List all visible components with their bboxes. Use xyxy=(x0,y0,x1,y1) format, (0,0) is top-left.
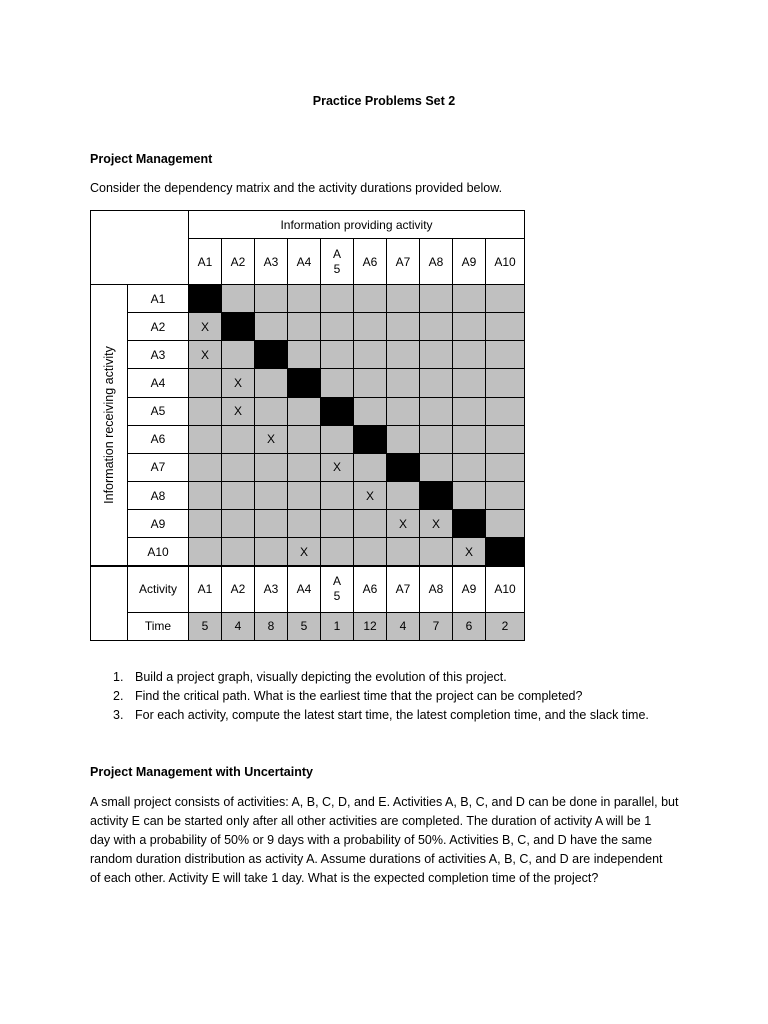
activity-cell: A3 xyxy=(255,566,288,612)
matrix-cell xyxy=(453,341,486,369)
duration-cell: 2 xyxy=(486,612,525,640)
matrix-cell xyxy=(321,313,354,341)
matrix-cell xyxy=(486,369,525,397)
matrix-cell xyxy=(222,481,255,509)
page-title: Practice Problems Set 2 xyxy=(312,94,456,108)
diagonal-cell xyxy=(354,425,387,453)
matrix-cell xyxy=(222,285,255,313)
column-header: A8 xyxy=(420,239,453,285)
matrix-cell xyxy=(420,397,453,425)
duration-cell: 12 xyxy=(354,612,387,640)
matrix-cell xyxy=(354,285,387,313)
matrix-cell xyxy=(255,538,288,566)
section-heading-uncertainty: Project Management with Uncertainty xyxy=(90,765,313,779)
blank-cell xyxy=(91,566,128,612)
row-header: A6 xyxy=(128,425,189,453)
matrix-cell xyxy=(189,369,222,397)
matrix-cell xyxy=(486,341,525,369)
matrix-cell xyxy=(222,538,255,566)
matrix-cell xyxy=(321,538,354,566)
matrix-cell xyxy=(321,510,354,538)
activity-cell: A4 xyxy=(288,566,321,612)
column-header: A1 xyxy=(189,239,222,285)
uncertainty-paragraph: A small project consists of activities: A, B, C, D, and E. Activities A, B, C, and D can be done in parallel, but activity E can be started only after all other activities are completed. The duration of activity A will be 1 day with a probability of 50% or 9 days with a probability of 50%. Activities B, C, and D have the same random duration distribution as activity A. Assume durations of activities A, B, C, and D are independent of each other. Activity E will take 1 day. What is the expected completion time of the project? xyxy=(90,795,679,885)
row-header: A8 xyxy=(128,481,189,509)
duration-cell: 5 xyxy=(288,612,321,640)
dependency-mark: X xyxy=(453,538,486,566)
matrix-cell xyxy=(321,369,354,397)
activity-label: Activity xyxy=(128,566,189,612)
matrix-cell xyxy=(387,313,420,341)
matrix-cell xyxy=(288,481,321,509)
matrix-cell xyxy=(387,425,420,453)
matrix-cell xyxy=(288,397,321,425)
matrix-cell xyxy=(222,341,255,369)
matrix-cell xyxy=(255,397,288,425)
dependency-mark: X xyxy=(189,341,222,369)
matrix-cell xyxy=(453,285,486,313)
matrix-cell xyxy=(453,425,486,453)
dependency-mark: X xyxy=(387,510,420,538)
activity-cell: A7 xyxy=(387,566,420,612)
row-header: A5 xyxy=(128,397,189,425)
matrix-cell xyxy=(453,453,486,481)
dependency-mark: X xyxy=(288,538,321,566)
row-group-label: Information receiving activity xyxy=(102,346,116,504)
duration-cell: 6 xyxy=(453,612,486,640)
diagonal-cell xyxy=(453,510,486,538)
section-heading-project-management: Project Management xyxy=(90,152,213,166)
row-header: A2 xyxy=(128,313,189,341)
matrix-cell xyxy=(354,397,387,425)
dependency-mark: X xyxy=(222,369,255,397)
matrix-cell xyxy=(420,425,453,453)
duration-cell: 7 xyxy=(420,612,453,640)
matrix-cell xyxy=(255,313,288,341)
blank-cell xyxy=(91,612,128,640)
column-header: A3 xyxy=(255,239,288,285)
row-header: A4 xyxy=(128,369,189,397)
diagonal-cell xyxy=(321,397,354,425)
activity-cell: A9 xyxy=(453,566,486,612)
matrix-cell xyxy=(189,453,222,481)
dependency-mark: X xyxy=(255,425,288,453)
matrix-cell xyxy=(387,369,420,397)
col-group-label: Information providing activity xyxy=(189,211,525,239)
matrix-cell xyxy=(354,313,387,341)
matrix-cell xyxy=(222,453,255,481)
matrix-cell xyxy=(453,397,486,425)
matrix-cell xyxy=(255,481,288,509)
matrix-cell xyxy=(189,510,222,538)
column-header: A6 xyxy=(354,239,387,285)
column-label-text: A5 xyxy=(332,246,341,276)
column-header: A4 xyxy=(288,239,321,285)
matrix-cell xyxy=(387,481,420,509)
activity-cell: A6 xyxy=(354,566,387,612)
question-item: 3. For each activity, compute the latest start time, the latest completion time, and the slack time. xyxy=(113,708,649,722)
matrix-cell xyxy=(288,453,321,481)
column-header: A10 xyxy=(486,239,525,285)
matrix-cell xyxy=(486,425,525,453)
matrix-cell xyxy=(255,285,288,313)
row-header: A10 xyxy=(128,538,189,566)
diagonal-cell xyxy=(222,313,255,341)
time-label: Time xyxy=(128,612,189,640)
question-item: 2. Find the critical path. What is the earliest time that the project can be completed? xyxy=(113,689,583,703)
matrix-cell xyxy=(354,538,387,566)
matrix-cell xyxy=(420,453,453,481)
column-header: A2 xyxy=(222,239,255,285)
matrix-cell xyxy=(255,510,288,538)
matrix-cell xyxy=(354,453,387,481)
matrix-cell xyxy=(387,538,420,566)
matrix-cell xyxy=(189,397,222,425)
matrix-cell xyxy=(453,481,486,509)
column-header: A7 xyxy=(387,239,420,285)
row-header: A1 xyxy=(128,285,189,313)
row-group-label-wrap xyxy=(91,285,127,565)
activity-label-text: A5 xyxy=(332,574,341,604)
matrix-cell xyxy=(387,285,420,313)
matrix-cell xyxy=(288,285,321,313)
matrix-cell xyxy=(387,397,420,425)
matrix-cell xyxy=(486,285,525,313)
matrix-cell xyxy=(486,453,525,481)
matrix-cell xyxy=(486,510,525,538)
diagonal-cell xyxy=(189,285,222,313)
dependency-mark: X xyxy=(189,313,222,341)
matrix-cell xyxy=(321,285,354,313)
row-header: A7 xyxy=(128,453,189,481)
matrix-cell xyxy=(255,369,288,397)
column-header: A9 xyxy=(453,239,486,285)
activity-cell xyxy=(321,566,354,612)
row-header: A9 xyxy=(128,510,189,538)
diagonal-cell xyxy=(486,538,525,566)
activity-cell: A1 xyxy=(189,566,222,612)
diagonal-cell xyxy=(387,453,420,481)
diagonal-cell xyxy=(420,481,453,509)
activity-cell: A10 xyxy=(486,566,525,612)
matrix-cell xyxy=(486,313,525,341)
question-list xyxy=(90,668,649,725)
matrix-cell xyxy=(420,313,453,341)
dependency-mark: X xyxy=(354,481,387,509)
row-header: A3 xyxy=(128,341,189,369)
matrix-cell xyxy=(486,397,525,425)
activity-cell: A8 xyxy=(420,566,453,612)
matrix-cell xyxy=(354,341,387,369)
duration-cell: 5 xyxy=(189,612,222,640)
matrix-cell xyxy=(321,425,354,453)
question-item: 1. Build a project graph, visually depicting the evolution of this project. xyxy=(113,670,507,684)
matrix-cell xyxy=(189,538,222,566)
corner-cell xyxy=(91,211,189,285)
activity-cell: A2 xyxy=(222,566,255,612)
matrix-cell xyxy=(387,341,420,369)
diagonal-cell xyxy=(255,341,288,369)
matrix-cell xyxy=(420,285,453,313)
matrix-cell xyxy=(288,510,321,538)
matrix-cell xyxy=(189,481,222,509)
matrix-cell xyxy=(321,481,354,509)
matrix-cell xyxy=(189,425,222,453)
matrix-cell xyxy=(255,453,288,481)
matrix-cell xyxy=(420,538,453,566)
row-group-label-cell xyxy=(91,285,128,567)
matrix-cell xyxy=(420,341,453,369)
matrix-cell xyxy=(354,369,387,397)
matrix-cell xyxy=(453,369,486,397)
matrix-cell xyxy=(288,313,321,341)
column-header xyxy=(321,239,354,285)
dependency-matrix xyxy=(90,210,525,641)
intro-text: Consider the dependency matrix and the activity durations provided below. xyxy=(90,181,503,195)
dependency-mark: X xyxy=(222,397,255,425)
diagonal-cell xyxy=(288,369,321,397)
matrix-cell xyxy=(420,369,453,397)
duration-cell: 4 xyxy=(387,612,420,640)
matrix-cell xyxy=(288,341,321,369)
matrix-cell xyxy=(222,510,255,538)
matrix-cell xyxy=(453,313,486,341)
duration-cell: 4 xyxy=(222,612,255,640)
dependency-mark: X xyxy=(321,453,354,481)
matrix-cell xyxy=(222,425,255,453)
matrix-cell xyxy=(288,425,321,453)
matrix-cell xyxy=(486,481,525,509)
matrix-cell xyxy=(354,510,387,538)
dependency-mark: X xyxy=(420,510,453,538)
duration-cell: 8 xyxy=(255,612,288,640)
duration-cell: 1 xyxy=(321,612,354,640)
matrix-cell xyxy=(321,341,354,369)
